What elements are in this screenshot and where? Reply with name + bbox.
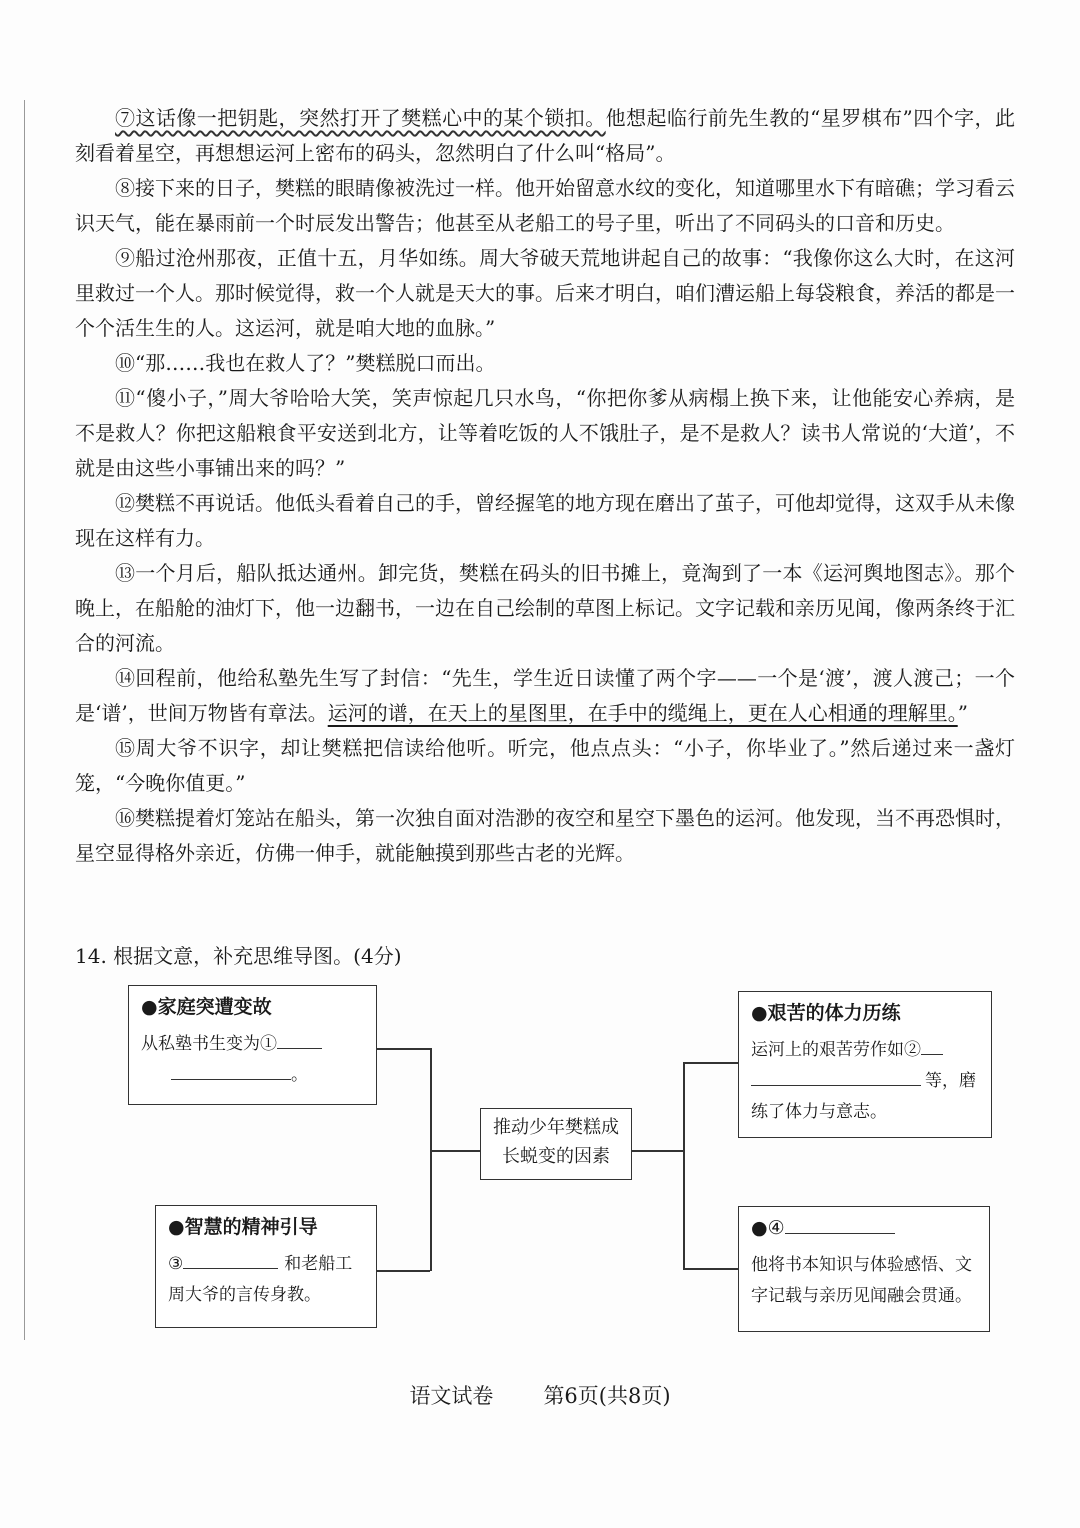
answer-blank-1[interactable]: [277, 1031, 322, 1049]
box-spiritual-guidance: ●智慧的精神引导 ③ 和老船工周大爷的言传身教。: [155, 1205, 377, 1328]
paragraph-16: ⑯樊糕提着灯笼站在船头，第一次独自面对浩渺的夜空和星空下墨色的运河。他发现，当不再恐惧时，星空显得格外亲近，仿佛一伸手，就能触摸到那些古老的光辉。: [75, 806, 1015, 865]
margin-line: [24, 100, 25, 1340]
paragraph-11: ⑪“傻小子，”周大爷哈哈大笑，笑声惊起几只水鸟，“你把你爹从病榻上换下来，让他能安心养病，是不是救人？你把这船粮食平安送到北方，让等着吃饭的人不饿肚子，是不是救人？读书人常说的‘大道’，不就是由这些小事铺出来的吗？”: [75, 386, 1015, 480]
paragraph-10: ⑩“那……我也在救人了？”樊糕脱口而出。: [115, 351, 496, 375]
answer-blank-4[interactable]: [785, 1214, 895, 1234]
paragraph-13: ⑬一个月后，船队抵达通州。卸完货，樊糕在码头的旧书摊上，竟淘到了一本《运河舆地图志》。那个晚上，在船舱的油灯下，他一边翻书，一边在自己绘制的草图上标记。文字记载和亲历见闻，像两条终于汇合的河流。: [75, 561, 1015, 655]
box-fill-in-4: ●④ 他将书本知识与体验感悟、文字记载与亲历见闻融会贯通。: [738, 1206, 990, 1332]
connector: [632, 1150, 683, 1152]
article-text: [75, 101, 1015, 871]
connector: [430, 1048, 432, 1271]
connector: [683, 1062, 685, 1269]
answer-blank-2[interactable]: [921, 1037, 943, 1055]
connector: [683, 1268, 738, 1270]
paragraph-9: ⑨船过沧州那夜，正值十五，月华如练。周大爷破天荒地讲起自己的故事：“我像你这么大时，在这河里救过一个人。那时候觉得，救一个人就是天大的事。后来才明白，咱们漕运船上每袋粮食，养活的都是一个个活生生的人。这运河，就是咱大地的血脉。”: [75, 246, 1015, 340]
answer-blank-3[interactable]: [183, 1251, 278, 1269]
paragraph-8: ⑧接下来的日子，樊糕的眼睛像被洗过一样。他开始留意水纹的变化，知道哪里水下有暗礁；学习看云识天气，能在暴雨前一个时辰发出警告；他甚至从老船工的号子里，听出了不同码头的口音和历史。: [75, 176, 1015, 235]
connector: [377, 1048, 430, 1050]
page-footer: 语文试卷 第6页(共8页): [409, 1384, 671, 1408]
paragraph-7: ⑦这话像一把钥匙，突然打开了樊糕心中的某个锁扣。他想起临行前先生教的“星罗棋布”四个字，此刻看着星空，再想想运河上密布的码头，忽然明白了什么叫“格局”。: [75, 106, 1016, 165]
answer-blank-2-cont[interactable]: [751, 1068, 921, 1086]
question-14: 14. 根据文意，补充思维导图。(4分): [75, 944, 402, 968]
connector: [377, 1270, 430, 1272]
answer-blank-1-cont[interactable]: [171, 1062, 291, 1080]
connector: [683, 1062, 738, 1064]
box-physical-training: ●艰苦的体力历练 运河上的艰苦劳作如②等，磨练了体力与意志。: [738, 991, 992, 1138]
paragraph-12: ⑫樊糕不再说话。他低头看着自己的手，曾经握笔的地方现在磨出了茧子，可他却觉得，这双手从未像现在这样有力。: [75, 491, 1015, 550]
center-box: 推动少年樊糕成长蜕变的因素: [480, 1108, 632, 1180]
connector: [430, 1150, 480, 1152]
paragraph-15: ⑮周大爷不识字，却让樊糕把信读给他听。听完，他点点头：“小子，你毕业了。”然后递过来一盏灯笼，“今晚你值更。”: [75, 736, 1015, 795]
box-family-change: ●家庭突遭变故 从私塾书生变为① 。: [128, 985, 377, 1105]
paragraph-14: ⑭回程前，他给私塾先生写了封信：“先生，学生近日读懂了两个字——一个是‘渡’，渡人渡己；一个是‘谱’，世间万物皆有章法。运河的谱，在天上的星图里，在手中的缆绳上，更在人心相通的理解里。”: [75, 666, 1015, 725]
